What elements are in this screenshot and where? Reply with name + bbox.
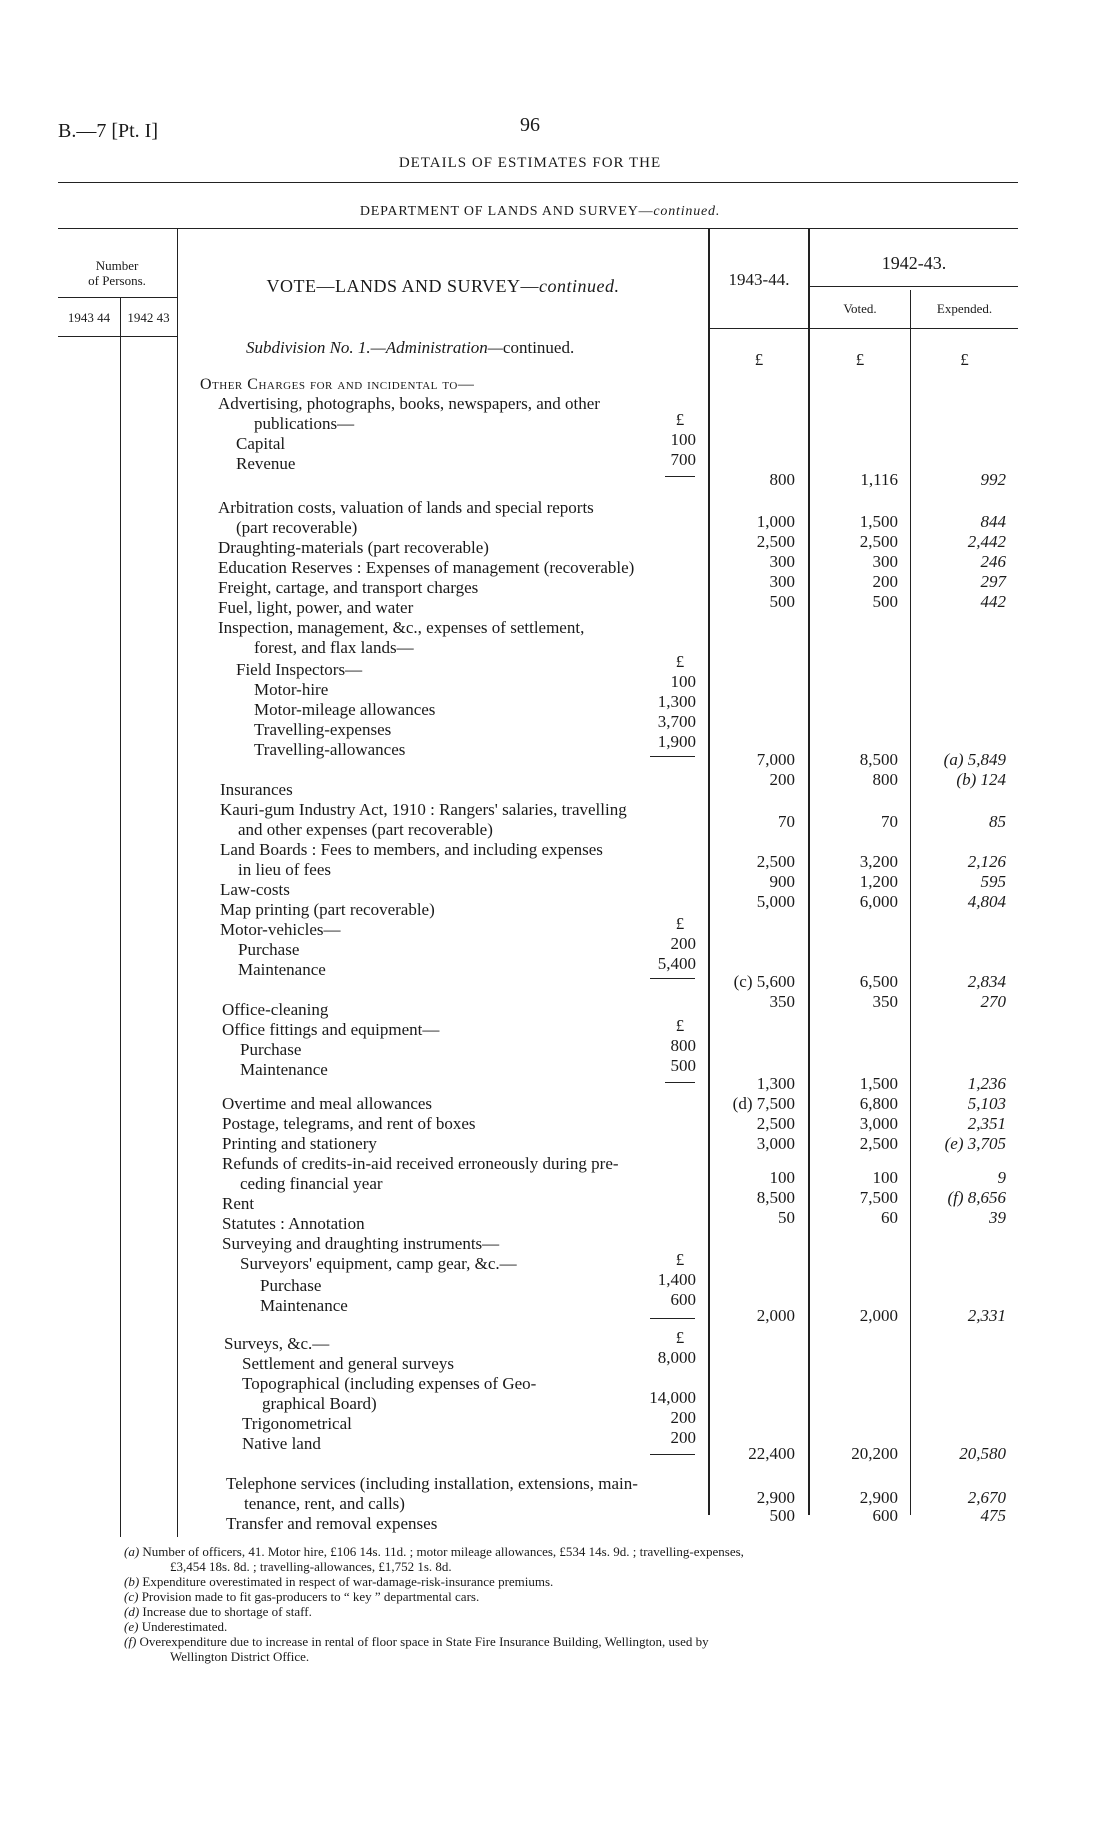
number-label: Number	[95, 258, 139, 273]
amount-4344: (d) 7,500	[732, 1094, 795, 1113]
sub-item-maintenance: Maintenance	[240, 1060, 328, 1079]
item-telephone: Telephone services (including installation, extensions, main-	[226, 1474, 638, 1493]
item-refunds: Refunds of credits-in-aid received erroneously during pre-	[222, 1154, 619, 1173]
amount-voted: 600	[872, 1506, 898, 1525]
footnote-f-cont: Wellington District Office.	[170, 1649, 310, 1664]
amount-4344: 50	[778, 1208, 795, 1227]
item-surveying-instruments: Surveying and draughting instruments—	[222, 1234, 500, 1253]
subdivision-continued: continued.	[502, 338, 575, 357]
item-postage: Postage, telegrams, and rent of boxes	[222, 1114, 476, 1133]
amount-voted: 800	[872, 770, 898, 789]
amount-expended: 844	[980, 512, 1006, 531]
item-education-reserves: Education Reserves : Expenses of management (recoverable)	[218, 558, 635, 577]
sub-amount: 1,300	[657, 692, 696, 711]
sub-currency: £	[675, 1250, 685, 1269]
footnote-mark: (a)	[124, 1544, 140, 1559]
item-overtime: Overtime and meal allowances	[222, 1094, 433, 1113]
item-office-cleaning: Office-cleaning	[222, 1000, 329, 1019]
sub-currency: £	[675, 914, 685, 933]
footnote-f	[124, 1634, 709, 1649]
sub-item-purchase: Purchase	[260, 1276, 322, 1295]
sub-amount: 100	[670, 672, 696, 691]
amount-4344: 70	[778, 812, 795, 831]
sub-item-topographical-cont: graphical Board)	[262, 1394, 377, 1413]
voted-header: Voted.	[843, 301, 877, 316]
amount-expended: 595	[980, 872, 1006, 891]
amount-expended: (b) 124	[956, 770, 1006, 789]
item-arbitration: Arbitration costs, valuation of lands and special reports	[218, 498, 594, 517]
footnote-text: Provision made to fit gas-producers to “ key ” departmental cars.	[141, 1589, 480, 1604]
amount-4344: 100	[769, 1168, 795, 1187]
currency-expended: £	[960, 350, 969, 369]
subtotal-rule	[650, 756, 695, 757]
amount-expended: 1,236	[967, 1074, 1006, 1093]
currency-voted: £	[855, 350, 865, 369]
footnote-mark: (b)	[124, 1574, 140, 1589]
amount-voted: 2,500	[859, 1134, 898, 1153]
sub-item-revenue: Revenue	[236, 454, 296, 473]
amount-voted: 100	[872, 1168, 898, 1187]
sub-item-purchase: Purchase	[238, 940, 300, 959]
sub-amount: 8,000	[657, 1348, 696, 1367]
amount-4344: 1,000	[756, 512, 795, 531]
vote-title	[178, 277, 708, 296]
item-inspection-cont: forest, and flax lands—	[254, 638, 414, 657]
item-draughting-materials: Draughting-materials (part recoverable)	[218, 538, 489, 557]
footnote-mark: (e)	[124, 1619, 139, 1634]
amount-voted: 3,000	[859, 1114, 898, 1133]
sub-currency: £	[675, 1328, 685, 1347]
sub-amount: 200	[670, 934, 696, 953]
amount-expended: 992	[980, 470, 1006, 489]
item-office-fittings: Office fittings and equipment—	[222, 1020, 440, 1039]
item-surveys: Surveys, &c.—	[224, 1334, 330, 1353]
sub-amount: 14,000	[649, 1388, 696, 1407]
section-heading: Other Charges for and incidental to—	[200, 376, 475, 393]
sub-amount: 200	[670, 1408, 696, 1427]
item-advertising: Advertising, photographs, books, newspapers, and other	[218, 394, 600, 413]
sub-item-maintenance: Maintenance	[260, 1296, 348, 1315]
footnote-c	[124, 1589, 479, 1604]
amount-4344: 2,500	[756, 532, 795, 551]
item-field-inspectors: Field Inspectors—	[236, 660, 363, 679]
amount-expended: 2,126	[967, 852, 1006, 871]
item-insurances: Insurances	[220, 780, 293, 799]
item-fuel: Fuel, light, power, and water	[218, 598, 414, 617]
amount-expended: 2,834	[967, 972, 1006, 991]
header-bottom-rule	[708, 328, 1018, 329]
amount-expended: (e) 3,705	[944, 1134, 1006, 1153]
year-4243-rule	[808, 286, 1018, 287]
amount-voted: 2,900	[859, 1488, 898, 1507]
item-statutes: Statutes : Annotation	[222, 1214, 365, 1233]
amount-4344: 500	[769, 1506, 795, 1525]
sub-amount: 800	[670, 1036, 696, 1055]
persons-bottom-rule	[58, 336, 177, 337]
vote-continued: continued.	[539, 276, 620, 296]
sub-item-purchase: Purchase	[240, 1040, 302, 1059]
amount-voted: 1,500	[859, 1074, 898, 1093]
item-land-boards-cont: in lieu of fees	[238, 860, 331, 879]
amount-voted: 2,000	[859, 1306, 898, 1325]
document-reference: B.—7 [Pt. I]	[58, 120, 158, 142]
sub-amount: 1,400	[657, 1270, 696, 1289]
amount-expended: 246	[980, 552, 1006, 571]
amount-voted: 7,500	[859, 1188, 898, 1207]
col-rule-persons	[120, 297, 121, 1537]
item-transfer: Transfer and removal expenses	[226, 1514, 438, 1533]
subtotal-rule	[665, 1082, 695, 1083]
amount-4344: 500	[769, 592, 795, 611]
amount-voted: 350	[872, 992, 898, 1011]
amount-expended: 297	[980, 572, 1006, 591]
sub-item-settlement: Settlement and general surveys	[242, 1354, 454, 1373]
persons-4344-header: 1943 44	[67, 310, 111, 325]
amount-4344: (c) 5,600	[733, 972, 795, 991]
footnote-a	[124, 1544, 744, 1559]
amount-expended: 5,103	[967, 1094, 1006, 1113]
sub-item-native-land: Native land	[242, 1434, 321, 1453]
amount-voted: 500	[872, 592, 898, 611]
amount-expended: 2,351	[967, 1114, 1006, 1133]
amount-4344: 7,000	[756, 750, 795, 769]
department-name: DEPARTMENT OF LANDS AND SURVEY—	[359, 204, 654, 219]
year-4243-header: 1942-43.	[881, 253, 947, 273]
sub-item-travelling-expenses: Travelling-expenses	[254, 720, 392, 739]
sub-item-motor-hire: Motor-hire	[254, 680, 329, 699]
amount-voted: 70	[881, 812, 898, 831]
persons-4243-header: 1942 43	[127, 310, 170, 325]
sub-item-travelling-allowances: Travelling-allowances	[254, 740, 406, 759]
amount-voted: 6,500	[859, 972, 898, 991]
footnote-text: Expenditure overestimated in respect of war-damage-risk-insurance premiums.	[142, 1574, 554, 1589]
footnote-mark: (f)	[124, 1634, 137, 1649]
sub-currency: £	[675, 410, 685, 429]
sub-item-motor-mileage: Motor-mileage allowances	[254, 700, 436, 719]
amount-expended: (f) 8,656	[947, 1188, 1006, 1207]
amount-4344: 2,500	[756, 852, 795, 871]
persons-rule	[58, 297, 177, 298]
amount-4344: 350	[769, 992, 795, 1011]
amount-4344: 800	[769, 470, 795, 489]
item-telephone-cont: tenance, rent, and calls)	[244, 1494, 405, 1513]
amount-voted: 1,500	[859, 512, 898, 531]
amount-4344: 22,400	[748, 1444, 795, 1463]
title-rule	[58, 182, 1018, 183]
sub-item-maintenance: Maintenance	[238, 960, 326, 979]
subdivision-heading	[246, 338, 574, 357]
subdivision-label: Subdivision No. 1.—Administration—	[246, 338, 503, 357]
amount-expended: 9	[997, 1168, 1006, 1187]
sub-amount: 200	[670, 1428, 696, 1447]
sub-amount: 1,900	[657, 732, 696, 751]
amount-4344: 2,000	[756, 1306, 795, 1325]
sub-currency: £	[675, 652, 685, 671]
subtotal-rule	[650, 1454, 695, 1455]
amount-4344: 2,900	[756, 1488, 795, 1507]
item-freight: Freight, cartage, and transport charges	[218, 578, 479, 597]
footnote-text: Increase due to shortage of staff.	[142, 1604, 312, 1619]
amount-expended: 270	[980, 992, 1006, 1011]
sub-item-topographical: Topographical (including expenses of Geo-	[242, 1374, 537, 1393]
sub-amount-capital: 100	[670, 430, 696, 449]
item-refunds-cont: ceding financial year	[240, 1174, 383, 1193]
persons-label: of Persons.	[88, 273, 146, 288]
amount-4344: 2,500	[756, 1114, 795, 1133]
amount-voted: 200	[872, 572, 898, 591]
amount-expended: 2,670	[967, 1488, 1006, 1507]
sub-amount: 500	[670, 1056, 696, 1075]
amount-voted: 1,200	[859, 872, 898, 891]
item-kauri-gum: Kauri-gum Industry Act, 1910 : Rangers' salaries, travelling	[220, 800, 627, 819]
department-continued: continued.	[653, 204, 721, 219]
subtotal-rule	[650, 1318, 695, 1319]
amount-4344: 3,000	[756, 1134, 795, 1153]
footnote-a-cont: £3,454 18s. 8d. ; travelling-allowances, £1,752 1s. 8d.	[170, 1559, 452, 1574]
item-law-costs: Law-costs	[220, 880, 290, 899]
subtotal-rule	[650, 978, 695, 979]
footnote-text: Overexpenditure due to increase in rental of floor space in State Fire Insurance Building, Wellington, used by	[139, 1634, 709, 1649]
amount-voted: 300	[872, 552, 898, 571]
amount-expended: 475	[980, 1506, 1006, 1525]
page-title: DETAILS OF ESTIMATES FOR THE	[398, 155, 662, 171]
item-advertising-cont: publications—	[254, 414, 355, 433]
sub-amount: 600	[670, 1290, 696, 1309]
footnote-d	[124, 1604, 312, 1619]
item-kauri-gum-cont: and other expenses (part recoverable)	[238, 820, 493, 839]
department-heading	[240, 202, 840, 221]
sub-item-trigonometrical: Trigonometrical	[242, 1414, 352, 1433]
amount-expended: 20,580	[959, 1444, 1006, 1463]
item-printing: Printing and stationery	[222, 1134, 377, 1153]
amount-voted: 6,000	[859, 892, 898, 911]
footnote-mark: (d)	[124, 1604, 140, 1619]
currency-4344: £	[754, 350, 764, 369]
amount-4344: 200	[769, 770, 795, 789]
item-motor-vehicles: Motor-vehicles—	[220, 920, 341, 939]
footnote-mark: (c)	[124, 1589, 139, 1604]
item-map-printing: Map printing (part recoverable)	[220, 900, 435, 919]
footnote-text: Underestimated.	[141, 1619, 228, 1634]
page-number: 96	[520, 114, 540, 136]
item-rent: Rent	[222, 1194, 255, 1213]
col-rule-description	[177, 228, 178, 1537]
footnote-b	[124, 1574, 553, 1589]
subtotal-rule	[665, 476, 695, 477]
sub-currency: £	[675, 1016, 685, 1035]
amount-4344: 300	[769, 572, 795, 591]
item-inspection: Inspection, management, &c., expenses of settlement,	[218, 618, 585, 637]
amount-4344: 300	[769, 552, 795, 571]
amount-expended: 2,442	[967, 532, 1006, 551]
amount-voted: 2,500	[859, 532, 898, 551]
amount-voted: 8,500	[859, 750, 898, 769]
item-land-boards: Land Boards : Fees to members, and including expenses	[220, 840, 603, 859]
amount-expended: (a) 5,849	[943, 750, 1006, 769]
expended-header: Expended.	[936, 301, 993, 316]
amount-expended: 442	[980, 592, 1006, 611]
table-top-rule	[58, 228, 1018, 229]
sub-amount-revenue: 700	[670, 450, 696, 469]
sub-item-capital: Capital	[236, 434, 286, 453]
year-4344-header: 1943-44.	[728, 270, 790, 289]
amount-expended: 39	[989, 1208, 1006, 1227]
amount-voted: 1,116	[860, 470, 898, 489]
amount-4344: 8,500	[756, 1188, 795, 1207]
item-arbitration-cont: (part recoverable)	[236, 518, 358, 537]
sub-amount: 5,400	[657, 954, 696, 973]
sub-amount: 3,700	[657, 712, 696, 731]
amount-voted: 20,200	[851, 1444, 898, 1463]
amount-voted: 3,200	[859, 852, 898, 871]
item-surveyors-equipment: Surveyors' equipment, camp gear, &c.—	[240, 1254, 517, 1273]
footnote-e	[124, 1619, 227, 1634]
vote-name: VOTE—LANDS AND SURVEY—	[266, 276, 540, 296]
amount-expended: 4,804	[967, 892, 1006, 911]
amount-voted: 6,800	[859, 1094, 898, 1113]
amount-4344: 1,300	[756, 1074, 795, 1093]
amount-voted: 60	[881, 1208, 898, 1227]
footnote-text: Number of officers, 41. Motor hire, £106 14s. 11d. ; motor mileage allowances, £534 14s. 9d. ; travelling-expenses,	[142, 1544, 744, 1559]
amount-4344: 900	[769, 872, 795, 891]
amount-expended: 85	[989, 812, 1006, 831]
amount-expended: 2,331	[967, 1306, 1006, 1325]
amount-4344: 5,000	[756, 892, 795, 911]
